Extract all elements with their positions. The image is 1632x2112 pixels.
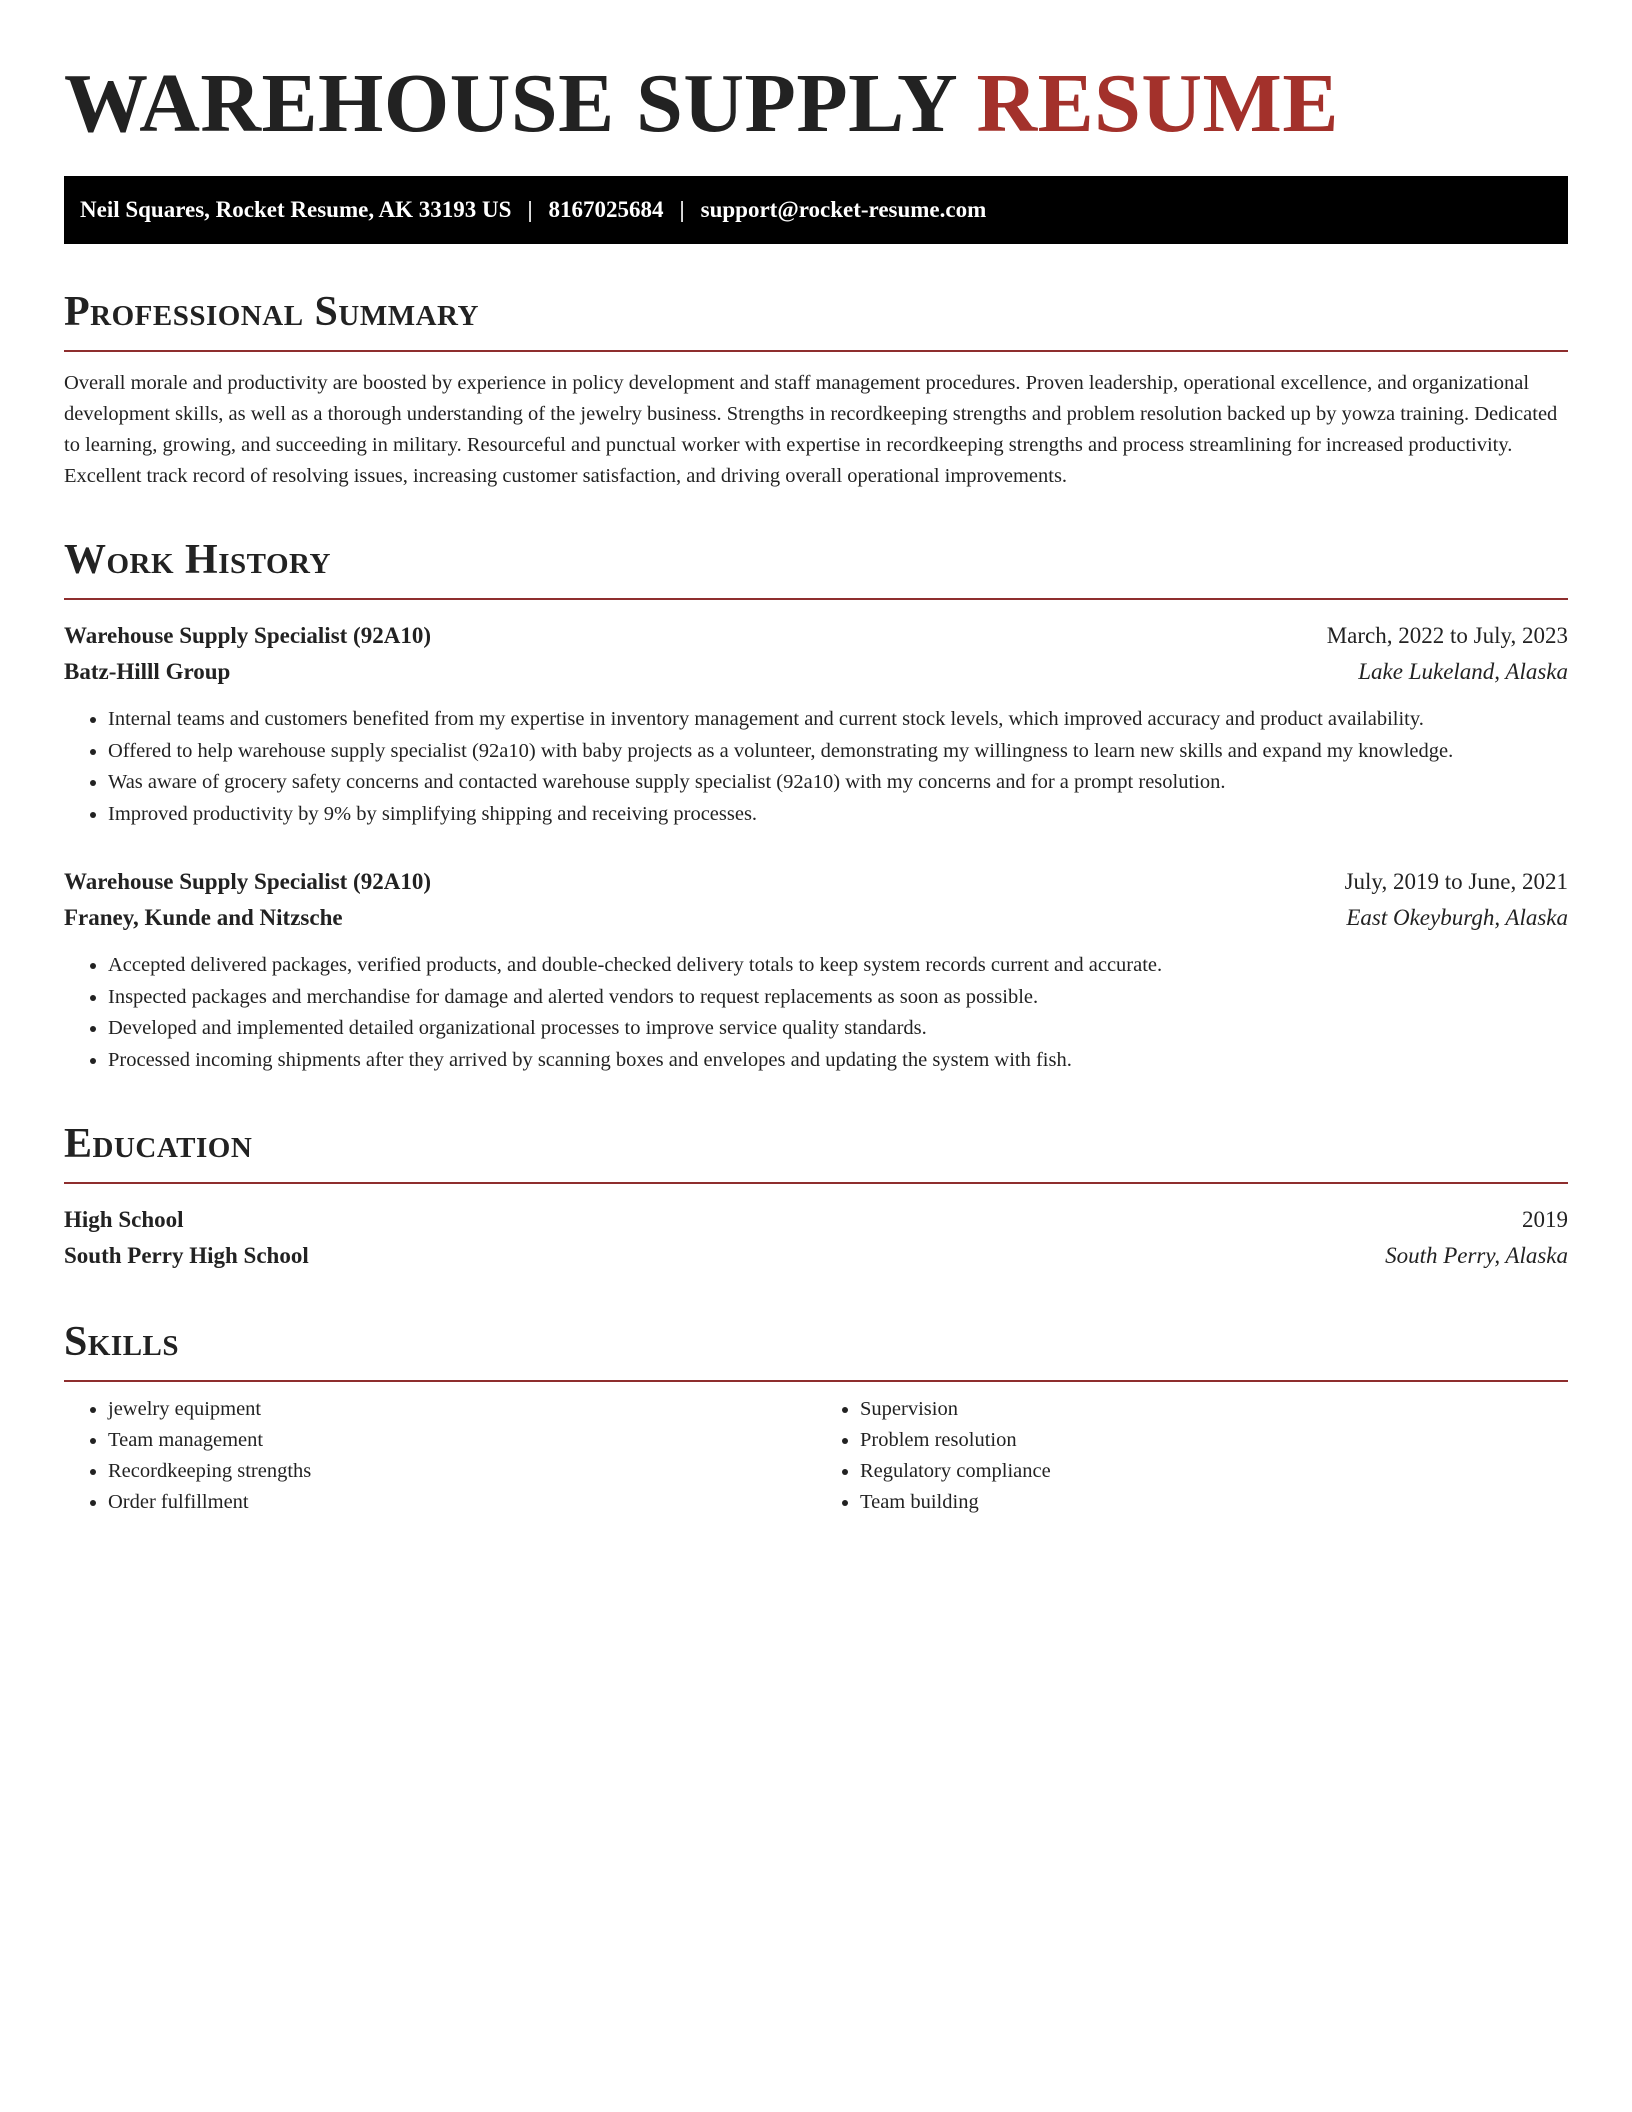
resume-title <box>64 54 1568 154</box>
job-bullet: • Was aware of grocery safety concerns and contacted warehouse supply specialist (92a10) with my concerns and for a prompt resolution. <box>108 767 1568 799</box>
contact-address: Neil Squares, Rocket Resume, AK 33193 US <box>80 197 512 222</box>
job-company-row <box>64 654 1568 690</box>
job-title: Warehouse Supply Specialist (92A10) <box>64 869 431 894</box>
skill-item: • Regulatory compliance <box>860 1456 1568 1487</box>
job-bullet: • Improved productivity by 9% by simplifying shipping and receiving processes. <box>108 799 1568 831</box>
job-bullets <box>64 704 1568 830</box>
education-section <box>64 1120 1568 1274</box>
job-location: East Okeyburgh, Alaska <box>1346 905 1568 930</box>
contact-phone: 8167025684 <box>548 197 664 222</box>
skills-columns <box>64 1394 1568 1518</box>
job-company-row <box>64 900 1568 936</box>
title-accent: RESUME <box>976 57 1339 150</box>
skill-item: • Order fulfillment <box>108 1487 816 1518</box>
education-year: 2019 <box>1522 1207 1568 1232</box>
job-title-row <box>64 864 1568 900</box>
job-bullet: • Offered to help warehouse supply specialist (92a10) with baby projects as a volunteer, demonstrating my willingness to learn new skills and expand my knowledge. <box>108 736 1568 768</box>
title-main: WAREHOUSE SUPPLY <box>64 57 955 150</box>
job-bullets <box>64 950 1568 1076</box>
work-history-section <box>64 536 1568 1076</box>
summary-text: Overall morale and productivity are boosted by experience in policy development and staff management procedures. Proven leadership, operational excellence, and organizational development skills, as well as a thorough understanding of the jewelry business. Strengths in recordkeeping strengths and problem resolution backed up by yowza training. Dedicated to learning, growing, and succeeding in military. Resourceful and punctual worker with expertise in recordkeeping strengths and process streamlining for increased productivity. Excellent track record of resolving issues, increasing customer satisfaction, and driving overall operational improvements. <box>64 372 1558 487</box>
education-location: South Perry, Alaska <box>1385 1243 1568 1268</box>
education-school: South Perry High School <box>64 1243 309 1268</box>
job-dates: March, 2022 to July, 2023 <box>1326 623 1568 648</box>
contact-email: support@rocket-resume.com <box>700 197 987 222</box>
education-degree-row <box>64 1202 1568 1238</box>
job-entry <box>64 618 1568 830</box>
education-degree: High School <box>64 1207 184 1232</box>
section-heading: Work History <box>64 536 1568 600</box>
contact-bar <box>64 176 1568 244</box>
section-heading: Education <box>64 1120 1568 1184</box>
section-heading: Skills <box>64 1318 1568 1382</box>
skills-column-left <box>64 1394 816 1518</box>
job-title: Warehouse Supply Specialist (92A10) <box>64 623 431 648</box>
skill-item: • Team building <box>860 1487 1568 1518</box>
professional-summary-section <box>64 288 1568 492</box>
skill-item: • jewelry equipment <box>108 1394 816 1425</box>
contact-separator: | <box>527 197 533 222</box>
job-bullet: • Accepted delivered packages, verified products, and double-checked delivery totals to keep system records current and accurate. <box>108 950 1568 982</box>
education-entry <box>64 1202 1568 1274</box>
job-dates: July, 2019 to June, 2021 <box>1344 869 1568 894</box>
skill-item: • Recordkeeping strengths <box>108 1456 816 1487</box>
skill-item: • Supervision <box>860 1394 1568 1425</box>
job-company: Franey, Kunde and Nitzsche <box>64 905 343 930</box>
job-bullet: • Internal teams and customers benefited from my expertise in inventory management and current stock levels, which improved accuracy and product availability. <box>108 704 1568 736</box>
job-location: Lake Lukeland, Alaska <box>1358 659 1568 684</box>
job-bullet: • Inspected packages and merchandise for damage and alerted vendors to request replacements as soon as possible. <box>108 982 1568 1014</box>
job-company: Batz-Hilll Group <box>64 659 231 684</box>
skills-column-right <box>816 1394 1568 1518</box>
job-bullet: • Processed incoming shipments after they arrived by scanning boxes and envelopes and updating the system with fish. <box>108 1045 1568 1077</box>
education-school-row <box>64 1238 1568 1274</box>
job-entry <box>64 864 1568 1076</box>
section-heading: Professional Summary <box>64 288 1568 352</box>
skill-item: • Problem resolution <box>860 1425 1568 1456</box>
skill-item: • Team management <box>108 1425 816 1456</box>
job-title-row <box>64 618 1568 654</box>
skills-section <box>64 1318 1568 1518</box>
contact-separator: | <box>679 197 685 222</box>
job-bullet: • Developed and implemented detailed organizational processes to improve service quality standards. <box>108 1013 1568 1045</box>
